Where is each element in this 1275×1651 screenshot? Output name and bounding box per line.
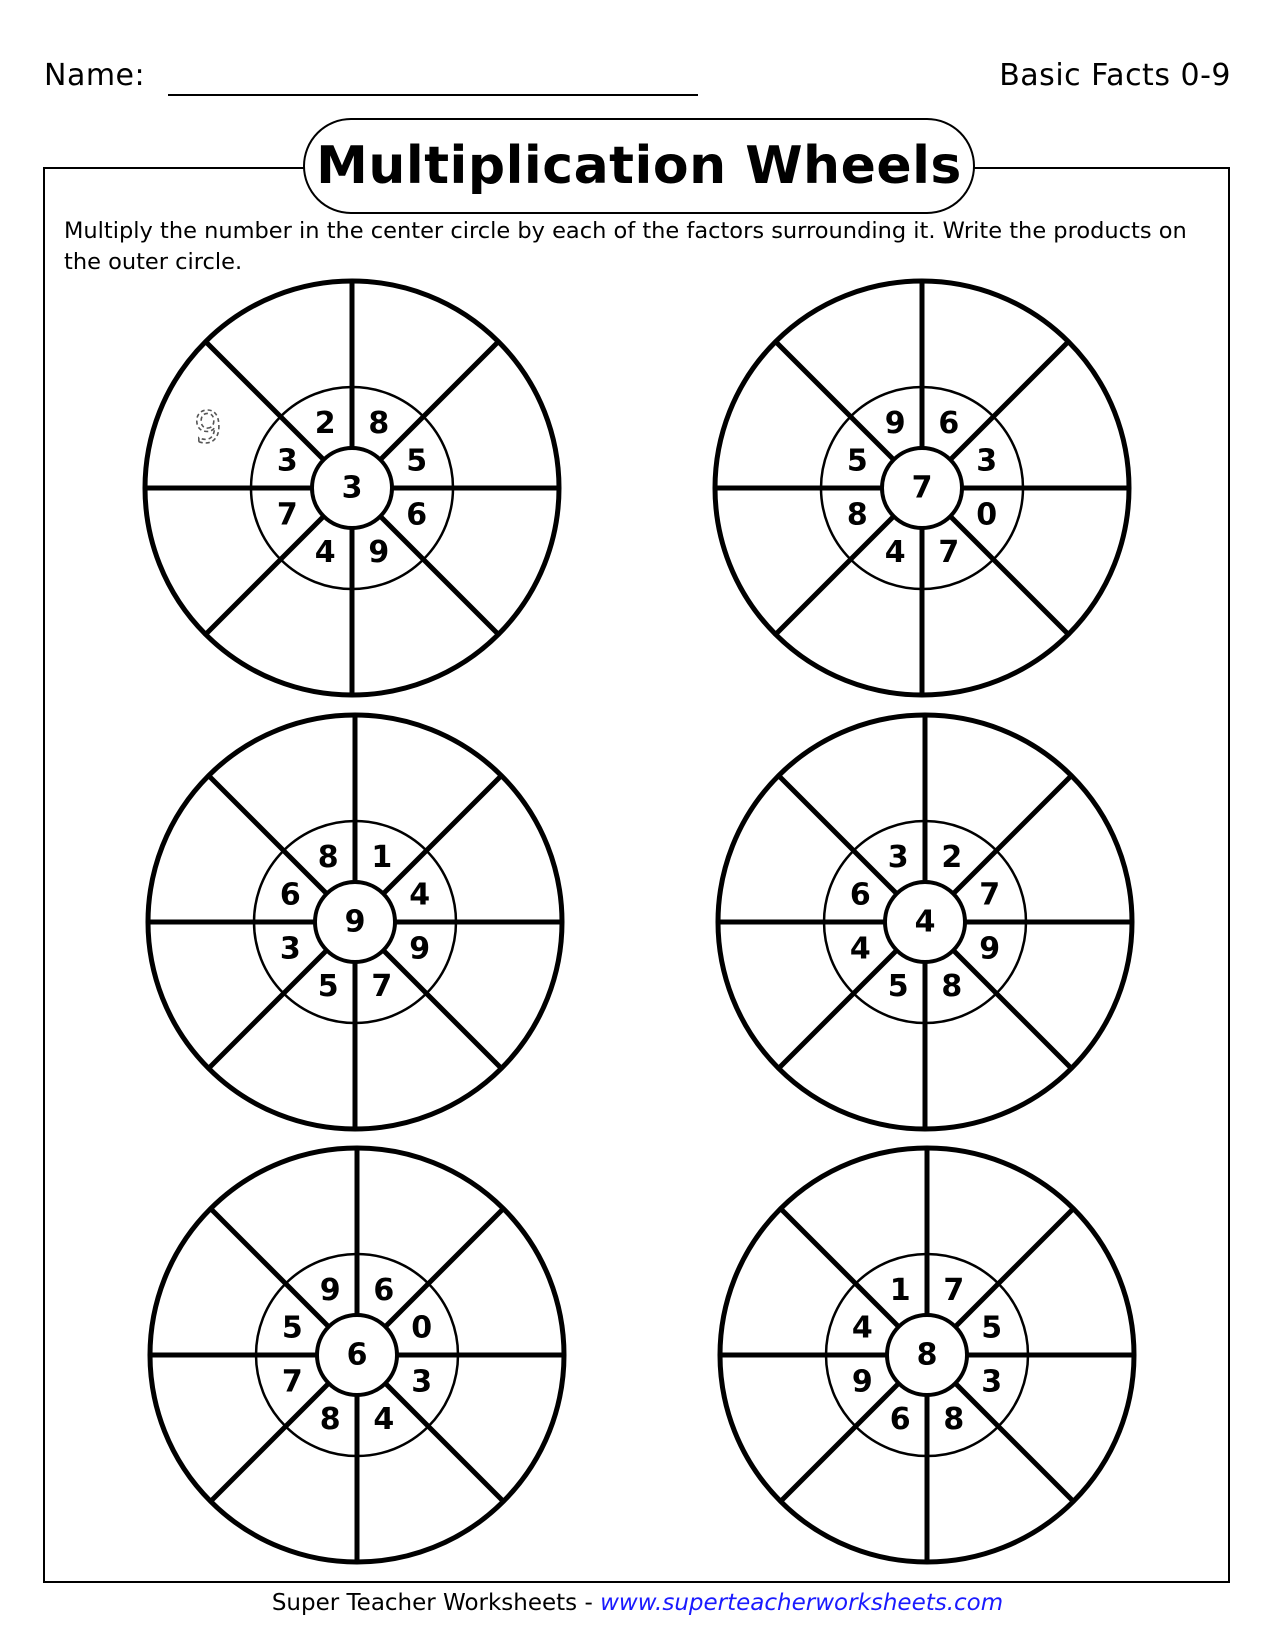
wheel-factor: 5 bbox=[981, 1310, 1003, 1346]
wheel-factor: 7 bbox=[943, 1272, 965, 1308]
wheel-factor: 5 bbox=[846, 443, 868, 479]
wheel-factor: 6 bbox=[849, 877, 871, 913]
wheel-factor: 7 bbox=[276, 497, 298, 533]
footer-link[interactable]: www.superteacherworksheets.com bbox=[600, 1590, 1004, 1616]
instructions: Multiply the number in the center circle by each of the factors surrounding it. Write the products on the outer circle. bbox=[64, 218, 1187, 275]
wheel-center-number: 3 bbox=[341, 470, 363, 506]
wheel-factor: 6 bbox=[279, 877, 301, 913]
wheel-factor: 1 bbox=[889, 1272, 911, 1308]
multiplication-wheel bbox=[715, 281, 1129, 695]
wheel-factor: 7 bbox=[938, 535, 960, 571]
wheel-center-number: 8 bbox=[916, 1337, 938, 1373]
wheel-factor: 8 bbox=[319, 1402, 341, 1438]
wheel-factor: 2 bbox=[314, 405, 336, 441]
multiplication-wheel bbox=[150, 1148, 564, 1562]
wheel-center-number: 7 bbox=[911, 470, 933, 506]
wheel-factor: 4 bbox=[851, 1310, 873, 1346]
wheel-factor: 7 bbox=[979, 877, 1001, 913]
wheel-factor: 8 bbox=[943, 1402, 965, 1438]
multiplication-wheel bbox=[148, 715, 562, 1129]
wheel-factor: 0 bbox=[976, 497, 998, 533]
wheel-factor: 0 bbox=[411, 1310, 433, 1346]
wheel-factor: 5 bbox=[406, 443, 428, 479]
wheel-center-number: 6 bbox=[346, 1337, 368, 1373]
example-answer: 9 bbox=[194, 402, 222, 454]
wheel-factor: 3 bbox=[887, 839, 909, 875]
wheel-factor: 6 bbox=[938, 405, 960, 441]
wheel-factor: 8 bbox=[941, 969, 963, 1005]
wheel-factor: 2 bbox=[941, 839, 963, 875]
wheel-factor: 7 bbox=[371, 969, 393, 1005]
wheel-center-number: 4 bbox=[914, 904, 936, 940]
name-label: Name: bbox=[44, 58, 146, 93]
wheel-factor: 8 bbox=[317, 839, 339, 875]
wheel-factor: 9 bbox=[409, 931, 431, 967]
wheel-factor: 6 bbox=[373, 1272, 395, 1308]
multiplication-wheel bbox=[718, 715, 1132, 1129]
wheel-factor: 1 bbox=[371, 839, 393, 875]
wheel-factor: 4 bbox=[314, 535, 336, 571]
wheel-factor: 6 bbox=[406, 497, 428, 533]
wheel-factor: 5 bbox=[281, 1310, 303, 1346]
wheel-factor: 3 bbox=[276, 443, 298, 479]
wheel-factor: 5 bbox=[317, 969, 339, 1005]
wheel-center-number: 9 bbox=[344, 904, 366, 940]
wheel-factor: 3 bbox=[976, 443, 998, 479]
wheel-factor: 6 bbox=[889, 1402, 911, 1438]
wheel-factor: 8 bbox=[368, 405, 390, 441]
wheel-factor: 3 bbox=[411, 1364, 433, 1400]
wheel-factor: 4 bbox=[849, 931, 871, 967]
subtitle: Basic Facts 0-9 bbox=[999, 58, 1231, 93]
multiplication-wheel bbox=[145, 281, 559, 695]
wheel-factor: 9 bbox=[319, 1272, 341, 1308]
wheel-factor: 9 bbox=[368, 535, 390, 571]
wheel-factor: 4 bbox=[884, 535, 906, 571]
wheel-factor: 9 bbox=[884, 405, 906, 441]
wheel-factor: 3 bbox=[279, 931, 301, 967]
wheel-factor: 9 bbox=[979, 931, 1001, 967]
wheel-factor: 9 bbox=[851, 1364, 873, 1400]
wheel-factor: 3 bbox=[981, 1364, 1003, 1400]
wheel-factor: 4 bbox=[373, 1402, 395, 1438]
footer bbox=[0, 1590, 1275, 1616]
multiplication-wheel bbox=[720, 1148, 1134, 1562]
page-title: Multiplication Wheels bbox=[316, 136, 962, 196]
wheel-factor: 4 bbox=[409, 877, 431, 913]
wheel-factor: 5 bbox=[887, 969, 909, 1005]
wheel-factor: 7 bbox=[281, 1364, 303, 1400]
wheel-factor: 8 bbox=[846, 497, 868, 533]
footer-text: Super Teacher Worksheets - bbox=[271, 1590, 601, 1616]
